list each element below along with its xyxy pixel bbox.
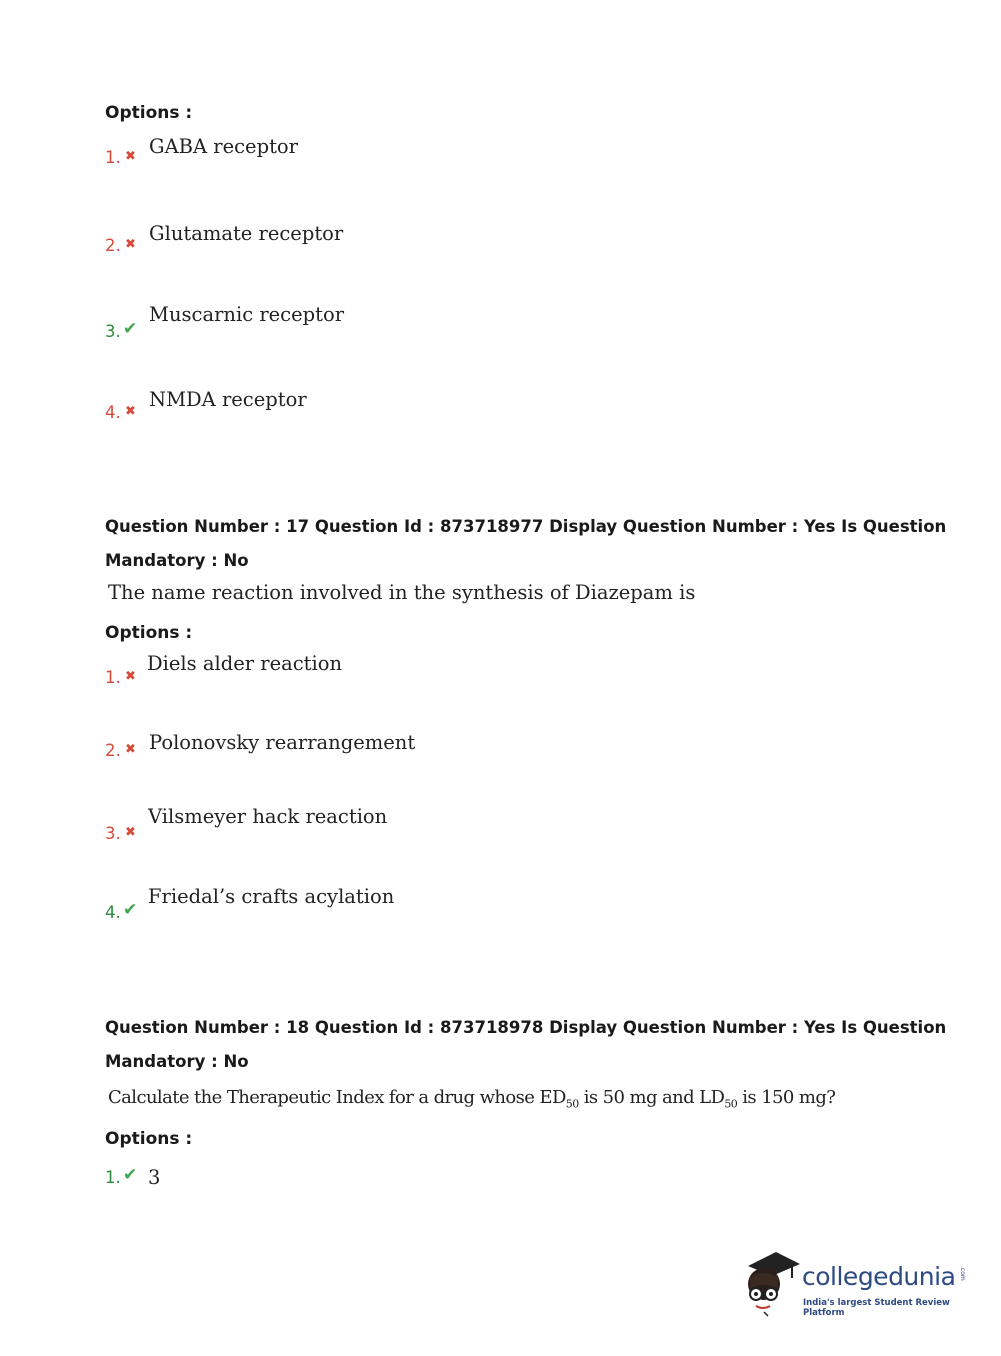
cross-icon: ✖: [125, 149, 136, 164]
option-text: Glutamate receptor: [149, 222, 344, 245]
mascot-icon: [740, 1248, 800, 1318]
question-text-part: is 50 mg and LD: [578, 1087, 725, 1108]
option-number: 1.: [105, 668, 121, 687]
option-text: Vilsmeyer hack reaction: [148, 805, 388, 828]
question-text-part: is 150 mg?: [737, 1087, 836, 1108]
option-number: 1.: [105, 148, 121, 167]
option-text: GABA receptor: [149, 135, 298, 158]
check-icon: ✔: [123, 900, 138, 920]
question-text: The name reaction involved in the synthesis of Diazepam is: [108, 581, 696, 604]
option-text: Polonovsky rearrangement: [149, 731, 416, 754]
cross-icon: ✖: [125, 404, 136, 419]
brand-domain: .com: [959, 1266, 966, 1281]
options-label: Options :: [105, 103, 193, 123]
question-header: Question Number : 18 Question Id : 873718978 Display Question Number : Yes Is Question: [105, 1018, 947, 1037]
question-mandatory: Mandatory : No: [105, 1052, 249, 1071]
subscript: 50: [565, 1097, 579, 1111]
option-text: Diels alder reaction: [147, 652, 343, 675]
subscript: 50: [724, 1097, 738, 1111]
collegedunia-logo[interactable]: [740, 1248, 970, 1318]
check-icon: ✔: [123, 1165, 138, 1185]
question-header: Question Number : 17 Question Id : 873718977 Display Question Number : Yes Is Question: [105, 517, 947, 536]
option-text: 3: [148, 1166, 161, 1189]
option-text: NMDA receptor: [149, 388, 307, 411]
cross-icon: ✖: [125, 237, 136, 252]
check-icon: ✔: [123, 319, 138, 339]
option-number: 4.: [105, 903, 121, 922]
option-number: 2.: [105, 236, 121, 255]
option-text: Muscarnic receptor: [149, 303, 345, 326]
question-text: [108, 1087, 835, 1111]
brand-tagline: India's largest Student Review Platform: [803, 1298, 950, 1318]
option-text: Friedal’s crafts acylation: [148, 885, 395, 908]
option-number: 1.: [105, 1168, 121, 1187]
option-number: 2.: [105, 741, 121, 760]
question-mandatory: Mandatory : No: [105, 551, 249, 570]
option-number: 3.: [105, 824, 121, 843]
options-label: Options :: [105, 623, 193, 643]
option-number: 3.: [105, 322, 121, 341]
cross-icon: ✖: [125, 669, 136, 684]
cross-icon: ✖: [125, 825, 136, 840]
option-number: 4.: [105, 403, 121, 422]
cross-icon: ✖: [125, 742, 136, 757]
brand-name: collegedunia: [802, 1262, 956, 1291]
question-text-part: Calculate the Therapeutic Index for a drug whose ED: [108, 1087, 566, 1108]
options-label: Options :: [105, 1129, 193, 1149]
